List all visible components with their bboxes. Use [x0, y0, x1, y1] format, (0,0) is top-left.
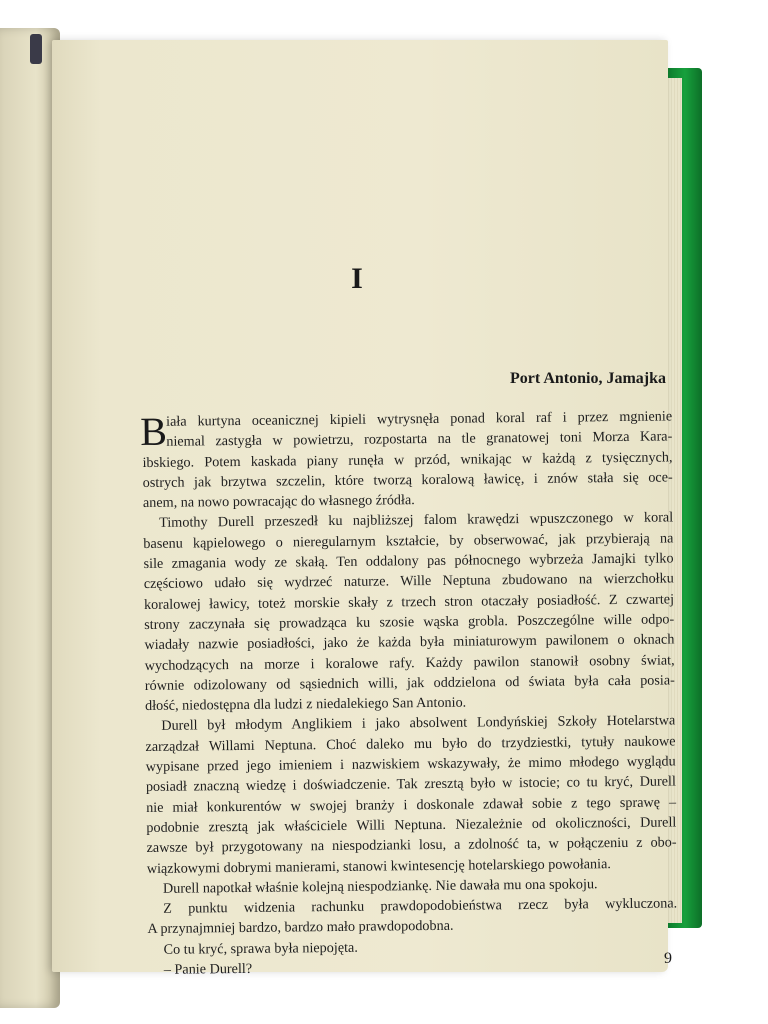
bookmark-ribbon — [30, 34, 42, 64]
text-line: anem, na nowo powracając do własnego źródła. — [142, 492, 415, 512]
text-line: ostrych jak brzytwa szczelin, które tworzą koralową ławicę, i znów stała się oce- — [142, 469, 673, 491]
text-line: ibskiego. Potem kaskada piany runęła w przód, wnikając w każdą z tysięcznych, — [142, 449, 673, 471]
text-line: basenu kąpielowego o nieregularnym kształcie, by obserwować, jak przybierają na — [143, 530, 674, 552]
text-line: wychodzących na morze i koralowe rafy. Każdy pawilon stanowił osobny świat, — [144, 651, 675, 674]
left-page-edge — [0, 28, 60, 1008]
text-line: niemal zastygła w powietrzu, rozpostarta na tle granatowej toni Morza Kara- — [166, 428, 673, 451]
text-line: – Panie Durell? — [163, 960, 253, 978]
text-line: sile zmagania wody ze skałą. Ten oddalony pas północnego wybrzeża Jamajki tylko — [143, 550, 674, 573]
text-line: dłość, niedostępna dla ludzi z niedalekiego San Antonio. — [144, 694, 467, 715]
text-line: wiadały nazwie posiadłości, jako że każda była miniaturowym pawilonem o oknach — [144, 631, 675, 654]
text-line: zarządzał Willami Neptuna. Choć daleko mu było do trzydziestki, tytuły naukowe — [145, 733, 676, 755]
text-line: Durell był młodym Anglikiem i jako absolwent Londyńskiej Szkoły Hotelarstwa — [161, 712, 676, 735]
text-line: posiadł znaczną wiedzę i doświadczenie. Tak zresztą było w istocie; co tu kryć, Durell — [145, 773, 676, 796]
text-line: iała kurtyna oceanicznej kipieli wytrysnęła ponad koral raf i przez mgnienie — [166, 408, 673, 430]
text-line: strony zaczynała się prowadząca ku szosie wąska grobla. Poszczególne wille odpo- — [144, 611, 675, 633]
chapter-number: I — [351, 262, 363, 295]
text-line: Timothy Durell przeszedł ku najbliższej falom krawędzi wpuszczonego w koral — [159, 509, 674, 532]
text-line: A przynajmniej bardzo, bardzo mało prawdopodobna. — [147, 918, 454, 938]
text-line: Co tu kryć, sprawa była niepojęta. — [163, 939, 358, 958]
text-line: Z punktu widzenia rachunku prawdopodobieństwa rzecz była wykluczona. — [163, 895, 678, 917]
dropcap: B — [139, 408, 168, 455]
text-line: zawsze był przygotowany na niespodzianki losu, a zdolność ta, w połączeniu z obo- — [146, 834, 677, 857]
page-number: 9 — [664, 950, 672, 967]
text-line: wiązkowymi dobrymi manierami, stanowi kwintesencję hotelarskiego powołania. — [146, 855, 611, 877]
text-line: nie miał konkurentów w swojej branży i doskonale zdawał sobie z tego sprawę – — [146, 794, 677, 816]
chapter-location: Port Antonio, Jamajka — [510, 370, 666, 387]
body-text — [139, 406, 678, 980]
text-line: koralowej ławicy, toteż morskie skały z trzech stron otaczały posiadłość. Z czwartej — [143, 591, 675, 613]
text-line: równie odizolowany od sąsiednich willi, jak oddzielona od świata była cała posia- — [144, 672, 675, 694]
text-line: wypisane przed jego imieniem i nazwiskiem wskazywały, że mimo młodego wyglądu — [145, 753, 676, 776]
text-line: częściowo udało się wydrzeć naturze. Wille Neptuna zbudowano na wierzchołku — [143, 570, 674, 593]
text-line: podobnie zresztą jak właściciele Willi Neptuna. Niezależnie od okoliczności, Durell — [146, 814, 677, 836]
book-page — [52, 40, 678, 978]
text-line: Durell napotkał właśnie kolejną niespodziankę. Nie dawała mu ona spokoju. — [162, 876, 598, 897]
